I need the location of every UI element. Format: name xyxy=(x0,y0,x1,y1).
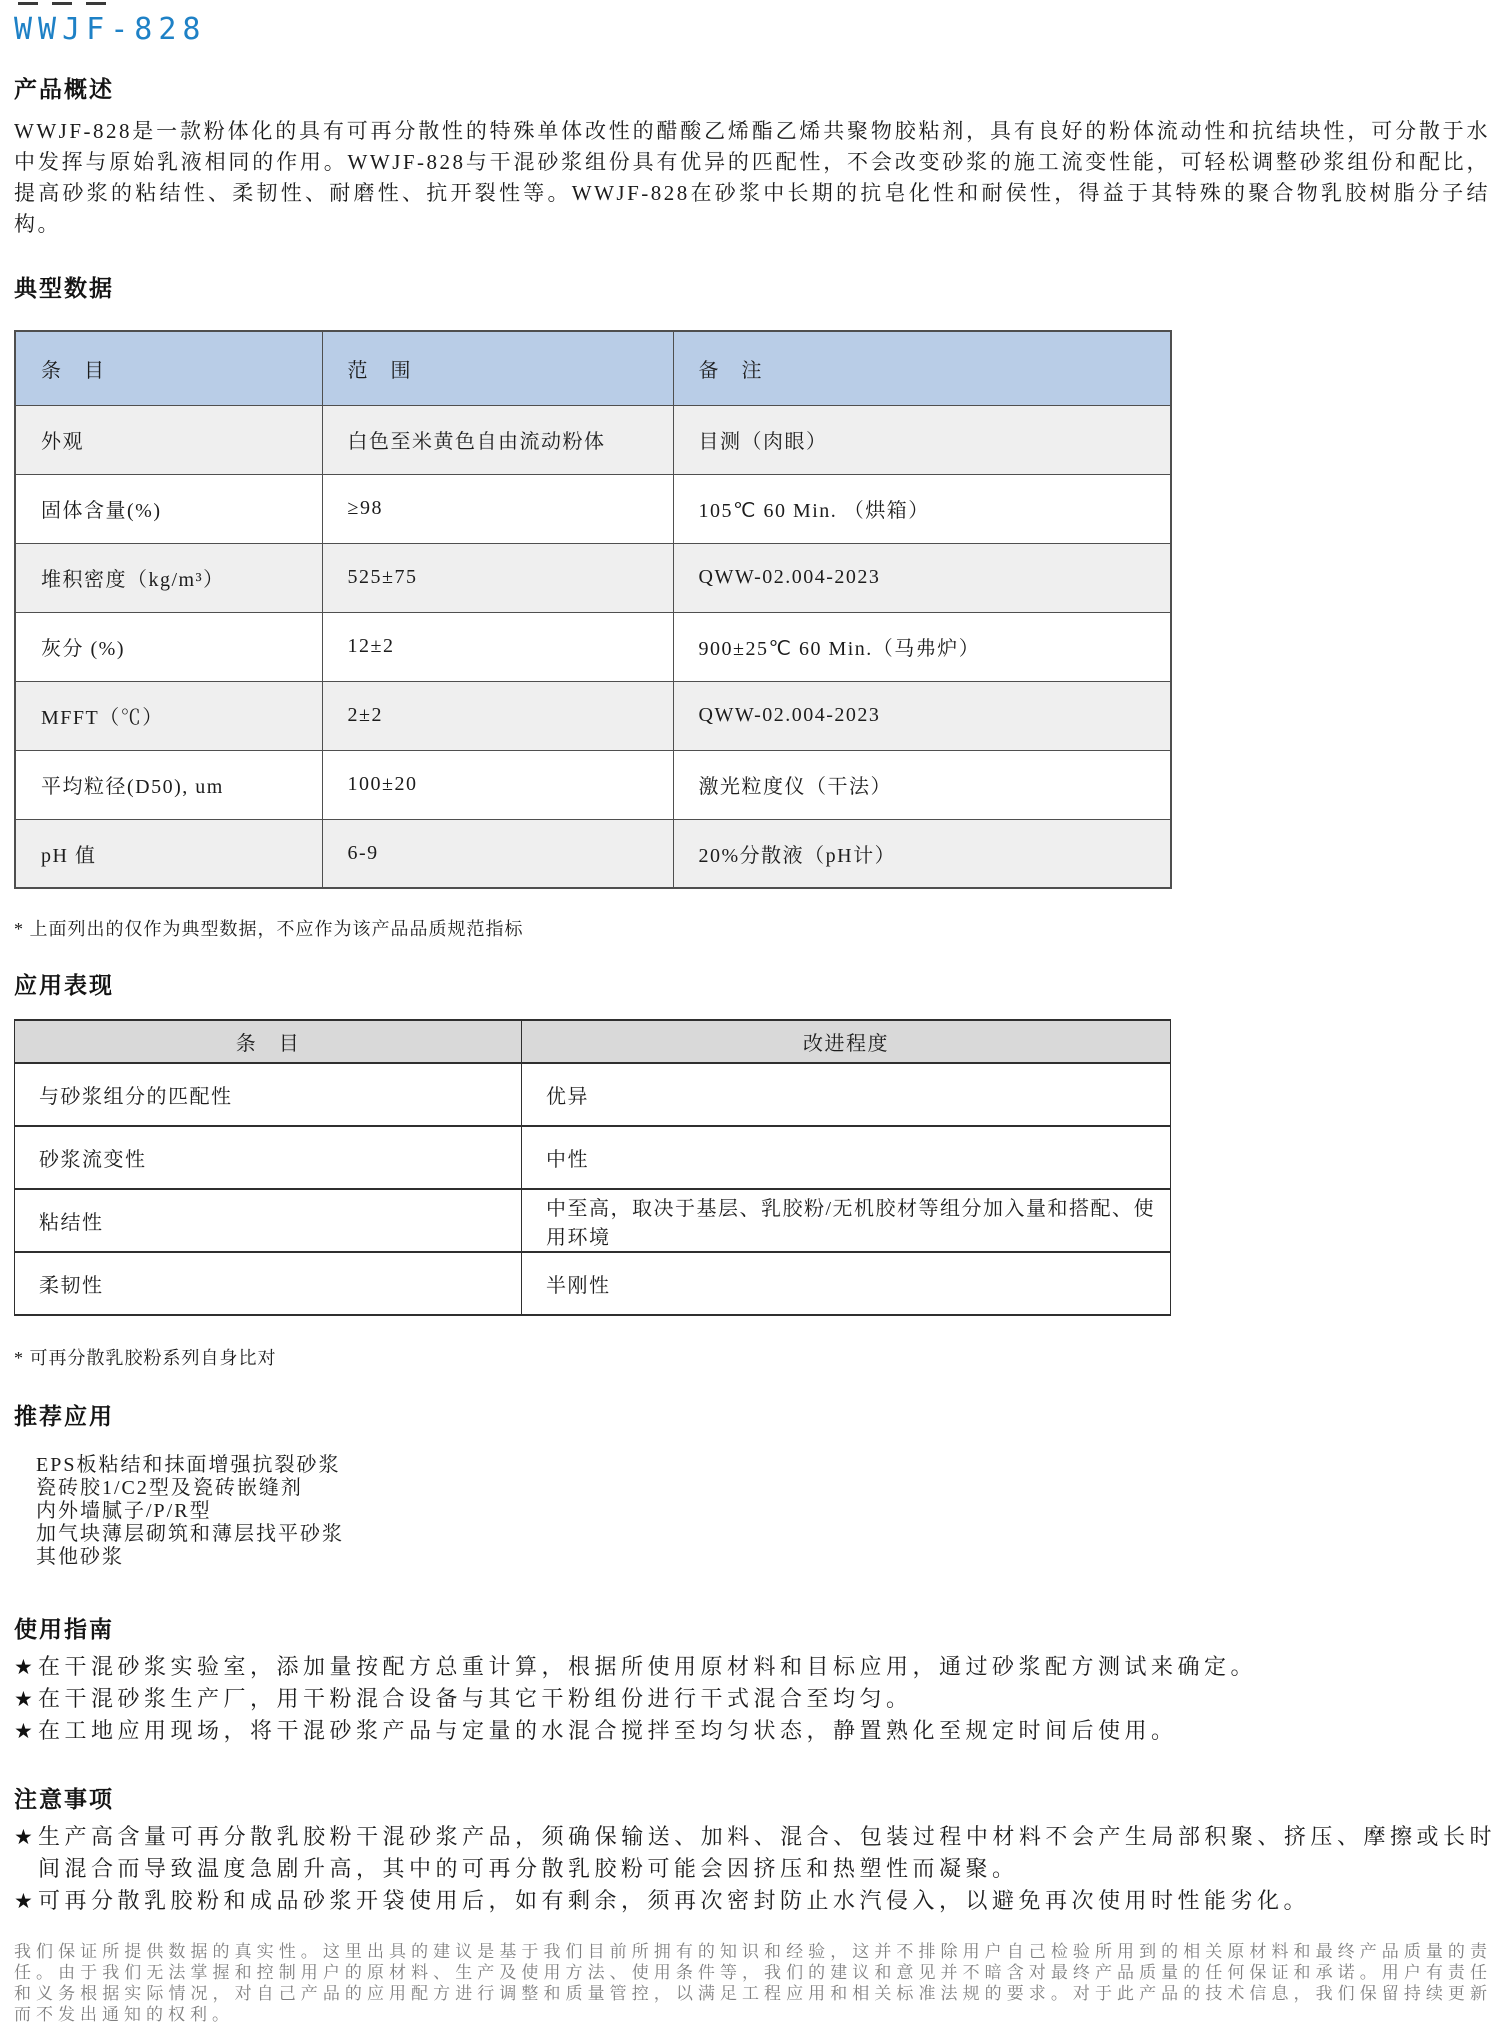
cell-item: 外观 xyxy=(15,405,322,474)
list-item xyxy=(14,1821,1496,1885)
section-usage-guide xyxy=(14,1615,1488,1747)
cell-item: 粘结性 xyxy=(15,1189,522,1252)
recommended-heading: 推荐应用 xyxy=(14,1403,114,1429)
list-item xyxy=(14,1651,1496,1683)
typical-data-footnote: * 上面列出的仅作为典型数据，不应作为该产品品质规范指标 xyxy=(14,919,524,939)
cell-item: 灰分 (%) xyxy=(15,612,322,681)
cell-item: 平均粒径(D50), um xyxy=(15,750,322,819)
list-item xyxy=(14,1885,1496,1917)
glyph-fragment xyxy=(86,2,106,5)
bullet-text: 在工地应用现场，将干混砂浆产品与定量的水混合搅拌至均匀状态，静置熟化至规定时间后使用。 xyxy=(38,1718,1178,1743)
cell-range: 2±2 xyxy=(322,681,673,750)
application-table xyxy=(14,1019,1171,1316)
section-typical-data xyxy=(14,274,1488,941)
cell-range: 白色至米黄色自由流动粉体 xyxy=(322,405,673,474)
table-row xyxy=(15,1189,1171,1252)
star-bullet-icon: ★ xyxy=(14,1687,33,1711)
list-item: 瓷砖胶1/C2型及瓷砖嵌缝剂 xyxy=(36,1477,303,1499)
table-header-row xyxy=(15,331,1171,405)
cell-remark: 激光粒度仪（干法） xyxy=(673,750,1171,819)
cell-remark: QWW-02.004-2023 xyxy=(673,681,1171,750)
cell-improvement: 半刚性 xyxy=(522,1252,1171,1315)
table-row xyxy=(15,1063,1171,1126)
cell-range: 12±2 xyxy=(322,612,673,681)
cell-item: pH 值 xyxy=(15,819,322,888)
cell-improvement: 中性 xyxy=(522,1126,1171,1189)
cell-remark: 900±25℃ 60 Min.（马弗炉） xyxy=(673,612,1171,681)
table-row xyxy=(15,681,1171,750)
list-item: EPS板粘结和抹面增强抗裂砂浆 xyxy=(36,1454,341,1476)
table-row xyxy=(15,543,1171,612)
list-item: 其他砂浆 xyxy=(36,1546,124,1568)
list-item: 加气块薄层砌筑和薄层找平砂浆 xyxy=(36,1523,344,1545)
product-title: WWJF-828 xyxy=(14,12,207,47)
application-footnote: * 可再分散乳胶粉系列自身比对 xyxy=(14,1348,277,1368)
column-header-improvement: 改进程度 xyxy=(522,1020,1171,1063)
cell-item: 与砂浆组分的匹配性 xyxy=(15,1063,522,1126)
cell-remark: 20%分散液（pH计） xyxy=(673,819,1171,888)
cell-item: 固体含量(%) xyxy=(15,474,322,543)
bullet-text: 在干混砂浆实验室，添加量按配方总重计算，根据所使用原材料和目标应用，通过砂浆配方测试来确定。 xyxy=(38,1654,1258,1679)
section-precautions xyxy=(14,1785,1496,1917)
cell-remark: 目测（肉眼） xyxy=(673,405,1171,474)
cell-range: 100±20 xyxy=(322,750,673,819)
precautions-heading: 注意事项 xyxy=(14,1786,114,1812)
cell-range: 525±75 xyxy=(322,543,673,612)
glyph-fragment xyxy=(52,2,72,5)
cell-item: 柔韧性 xyxy=(15,1252,522,1315)
table-row xyxy=(15,405,1171,474)
cell-improvement: 中至高，取决于基层、乳胶粉/无机胶材等组分加入量和搭配、使用环境 xyxy=(522,1189,1171,1252)
column-header-range: 范 围 xyxy=(322,331,673,405)
table-row xyxy=(15,819,1171,888)
cell-remark: QWW-02.004-2023 xyxy=(673,543,1171,612)
glyph-fragment xyxy=(18,2,38,5)
overview-heading: 产品概述 xyxy=(14,76,114,102)
section-product-overview xyxy=(14,75,1488,240)
table-row xyxy=(15,1126,1171,1189)
application-heading: 应用表现 xyxy=(14,972,114,998)
table-row xyxy=(15,750,1171,819)
bullet-text: 生产高含量可再分散乳胶粉干混砂浆产品，须确保输送、加料、混合、包装过程中材料不会产生局部积聚、挤压、摩擦或长时间混合而导致温度急剧升高，其中的可再分散乳胶粉可能会因挤压和热塑性而凝聚。 xyxy=(38,1824,1496,1881)
cell-range: ≥98 xyxy=(322,474,673,543)
column-header-item: 条 目 xyxy=(15,331,322,405)
table-row xyxy=(15,612,1171,681)
cell-item: MFFT（℃） xyxy=(15,681,322,750)
usage-bullet-list xyxy=(14,1651,1496,1747)
cropped-text-fragments xyxy=(14,2,1488,7)
table-header-row xyxy=(15,1020,1171,1063)
recommended-list xyxy=(36,1454,1488,1569)
column-header-remark: 备 注 xyxy=(673,331,1171,405)
typical-data-heading: 典型数据 xyxy=(14,275,114,301)
list-item xyxy=(14,1683,1496,1715)
column-header-item: 条 目 xyxy=(15,1020,522,1063)
list-item xyxy=(14,1715,1496,1747)
disclaimer-text: 我们保证所提供数据的真实性。这里出具的建议是基于我们目前所拥有的知识和经验，这并不排除用户自己检验所用到的相关原材料和最终产品质量的责任。由于我们无法掌握和控制用户的原材料、生产及使用方法、使用条件等，我们的建议和意见并不暗含对最终产品质量的任何保证和承诺。用户有责任和义务根据实际情况，对自己产品的应用配方进行调整和质量管控，以满足工程应用和相关标准法规的要求。对于此产品的技术信息，我们保留持续更新而不发出通知的权利。 xyxy=(14,1942,1492,2024)
cell-remark: 105℃ 60 Min. （烘箱） xyxy=(673,474,1171,543)
star-bullet-icon: ★ xyxy=(14,1719,33,1743)
cell-item: 砂浆流变性 xyxy=(15,1126,522,1189)
cell-item: 堆积密度（kg/m³） xyxy=(15,543,322,612)
bullet-text: 可再分散乳胶粉和成品砂浆开袋使用后，如有剩余，须再次密封防止水汽侵入，以避免再次使用时性能劣化。 xyxy=(38,1888,1311,1913)
usage-heading: 使用指南 xyxy=(14,1616,114,1642)
star-bullet-icon: ★ xyxy=(14,1889,33,1913)
star-bullet-icon: ★ xyxy=(14,1655,33,1679)
typical-data-table xyxy=(14,330,1172,889)
bullet-text: 在干混砂浆生产厂，用干粉混合设备与其它干粉组份进行干式混合至均匀。 xyxy=(38,1686,913,1711)
section-application-performance xyxy=(14,971,1488,1370)
cell-improvement: 优异 xyxy=(522,1063,1171,1126)
precautions-bullet-list xyxy=(14,1821,1496,1917)
section-recommended-applications xyxy=(14,1402,1488,1569)
cell-range: 6-9 xyxy=(322,819,673,888)
overview-paragraph: WWJF-828是一款粉体化的具有可再分散性的特殊单体改性的醋酸乙烯酯乙烯共聚物胶粘剂，具有良好的粉体流动性和抗结块性，可分散于水中发挥与原始乳液相同的作用。WWJF-828与干混砂浆组份具有优异的匹配性，不会改变砂浆的施工流变性能，可轻松调整砂浆组份和配比，提高砂浆的粘结性、柔韧性、耐磨性、抗开裂性等。WWJF-828在砂浆中长期的抗皂化性和耐侯性，得益于其特殊的聚合物乳胶树脂分子结构。 xyxy=(14,119,1490,236)
star-bullet-icon: ★ xyxy=(14,1825,33,1849)
table-row xyxy=(15,474,1171,543)
list-item: 内外墙腻子/P/R型 xyxy=(36,1500,212,1522)
table-row xyxy=(15,1252,1171,1315)
